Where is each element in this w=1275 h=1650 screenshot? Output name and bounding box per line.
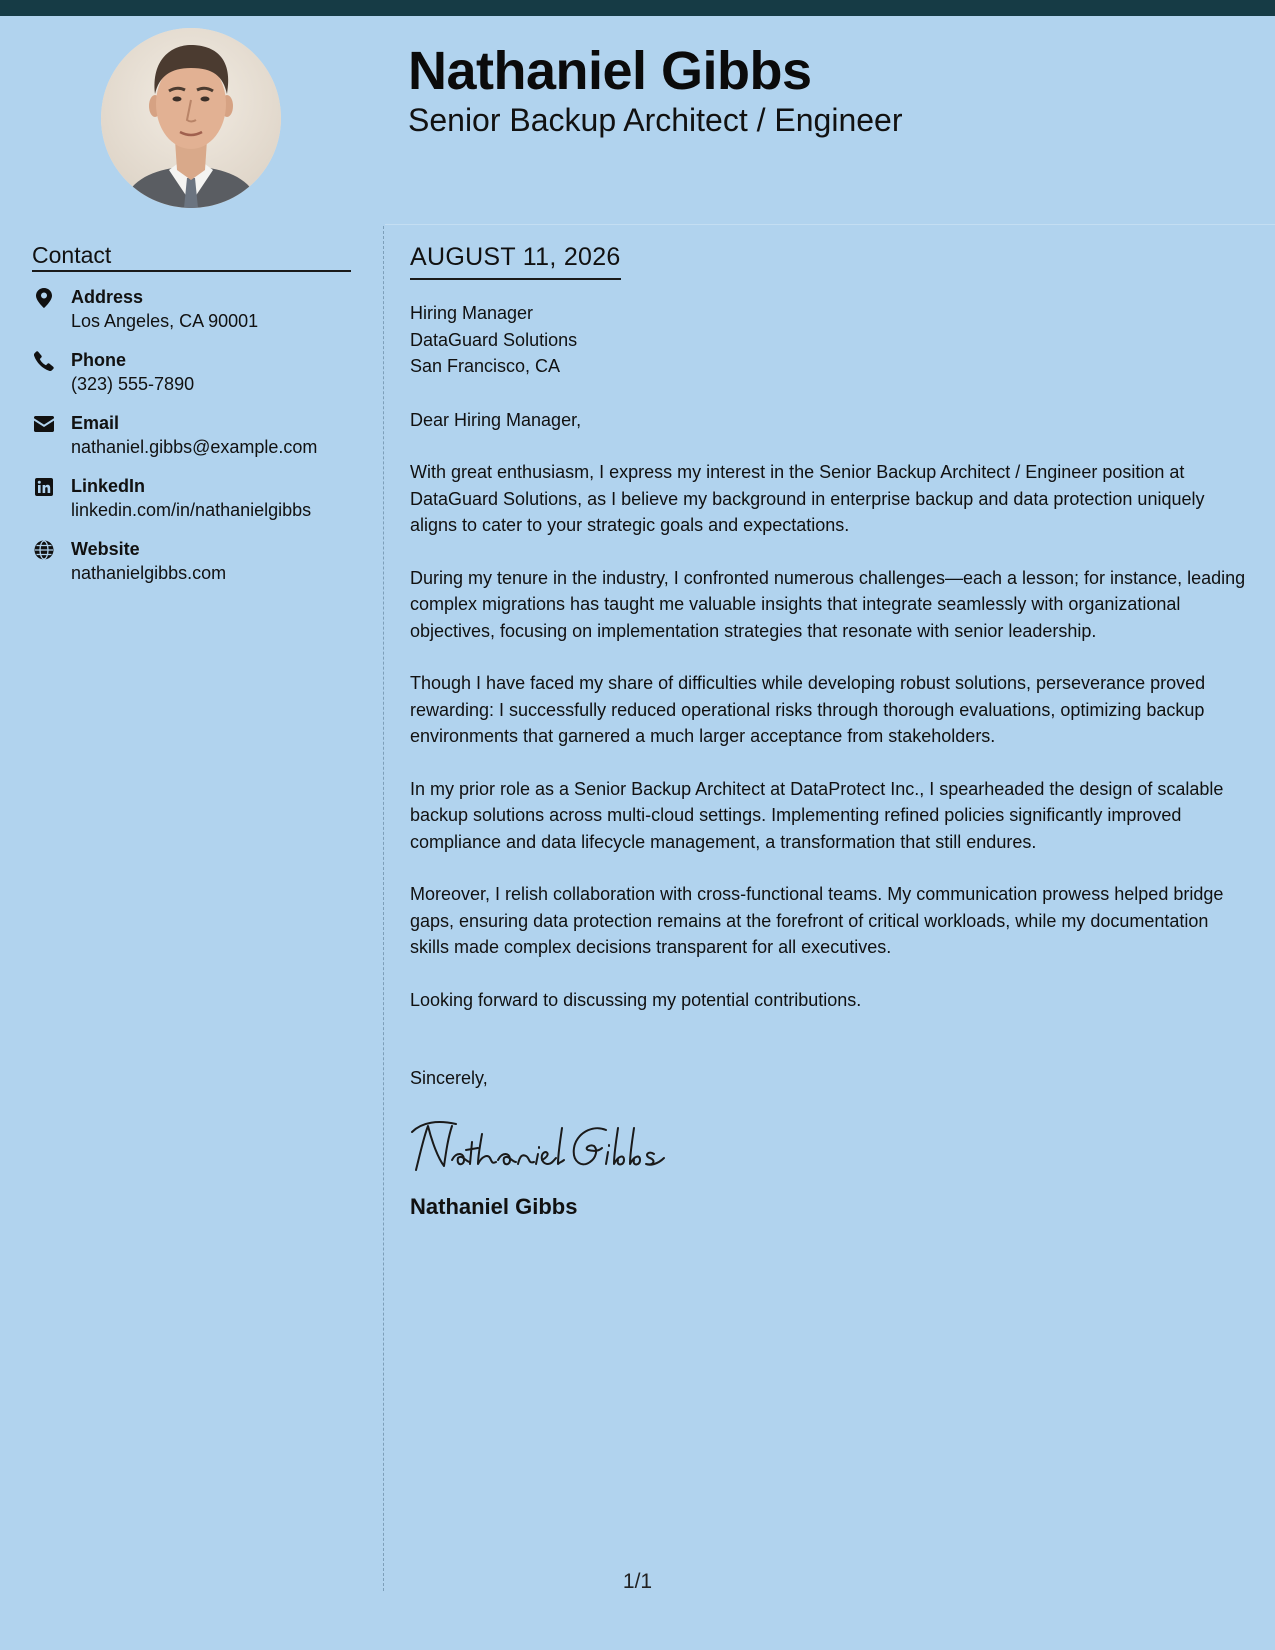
recipient-title: Hiring Manager <box>410 303 534 323</box>
letter-date: AUGUST 11, 2026 <box>410 240 621 280</box>
contact-value-phone: (323) 555-7890 <box>71 374 195 394</box>
paragraph-5: Moreover, I relish collaboration with cross-functional teams. My communication prowess helped bridge gaps, ensuring data protection remains at the forefront of critical workloads, while my documentation skills made complex decisions transparent for all executives. <box>410 884 1224 957</box>
paragraph-2: During my tenure in the industry, I confronted numerous challenges—each a lesson; for instance, leading complex migrations has taught me valuable insights that integrate seamlessly with organizational objectives, focusing on implementation strategies that resonate with senior leadership. <box>410 567 1246 641</box>
contact-heading: Contact <box>32 240 351 272</box>
contact-item-phone <box>32 348 372 411</box>
closing: Sincerely, <box>410 1068 488 1088</box>
globe-icon <box>32 540 56 560</box>
candidate-name: Nathaniel Gibbs <box>408 41 812 101</box>
contact-value-email: nathaniel.gibbs@example.com <box>71 437 318 457</box>
handwritten-signature <box>410 1114 1250 1180</box>
paragraph-4: In my prior role as a Senior Backup Architect at DataProtect Inc., I spearheaded the design of scalable backup solutions across multi-cloud settings. Implementing refined policies significantly improved compliance and data lifecycle management, a transformation that still endures. <box>410 778 1224 852</box>
page-number: 1/1 <box>622 1570 653 1593</box>
envelope-icon <box>32 414 56 434</box>
contact-item-address <box>32 285 372 348</box>
profile-photo <box>101 28 281 208</box>
contact-label-website: Website <box>71 539 140 559</box>
contact-label-address: Address <box>71 287 144 307</box>
column-divider <box>383 226 384 1591</box>
contact-label-linkedin: LinkedIn <box>71 476 146 496</box>
salutation: Dear Hiring Manager, <box>410 409 582 430</box>
contact-list <box>32 285 372 600</box>
linkedin-icon <box>32 477 56 497</box>
map-pin-icon <box>32 288 56 308</box>
recipient-block <box>410 300 1250 380</box>
contact-label-email: Email <box>71 413 120 433</box>
contact-value-linkedin: linkedin.com/in/nathanielgibbs <box>71 500 312 520</box>
contact-value-address: Los Angeles, CA 90001 <box>71 311 259 331</box>
top-accent-bar <box>0 0 1275 16</box>
recipient-location: San Francisco, CA <box>410 356 561 376</box>
paragraph-1: With great enthusiasm, I express my interest in the Senior Backup Architect / Engineer position at DataGuard Solutions, as I believe my background in enterprise backup and data protection uniquely aligns to cater to your strategic goals and expectations. <box>410 462 1205 535</box>
contact-item-website <box>32 537 372 600</box>
header-divider <box>385 224 1275 225</box>
recipient-company: DataGuard Solutions <box>410 329 578 350</box>
contact-item-email <box>32 411 372 474</box>
contact-label-phone: Phone <box>71 350 127 370</box>
paragraph-3: Though I have faced my share of difficulties while developing robust solutions, perseverance proved rewarding: I successfully reduced operational risks through thorough evaluations, optimizing backup environments that garnered a much larger acceptance from stakeholders. <box>410 673 1206 746</box>
cover-letter <box>410 240 1250 1222</box>
signer-name: Nathaniel Gibbs <box>410 1193 578 1219</box>
contact-value-website: nathanielgibbs.com <box>71 563 227 583</box>
paragraph-6: Looking forward to discussing my potential contributions. <box>410 989 862 1010</box>
contact-item-linkedin <box>32 474 372 537</box>
candidate-role: Senior Backup Architect / Engineer <box>408 102 903 138</box>
phone-icon <box>32 351 56 371</box>
